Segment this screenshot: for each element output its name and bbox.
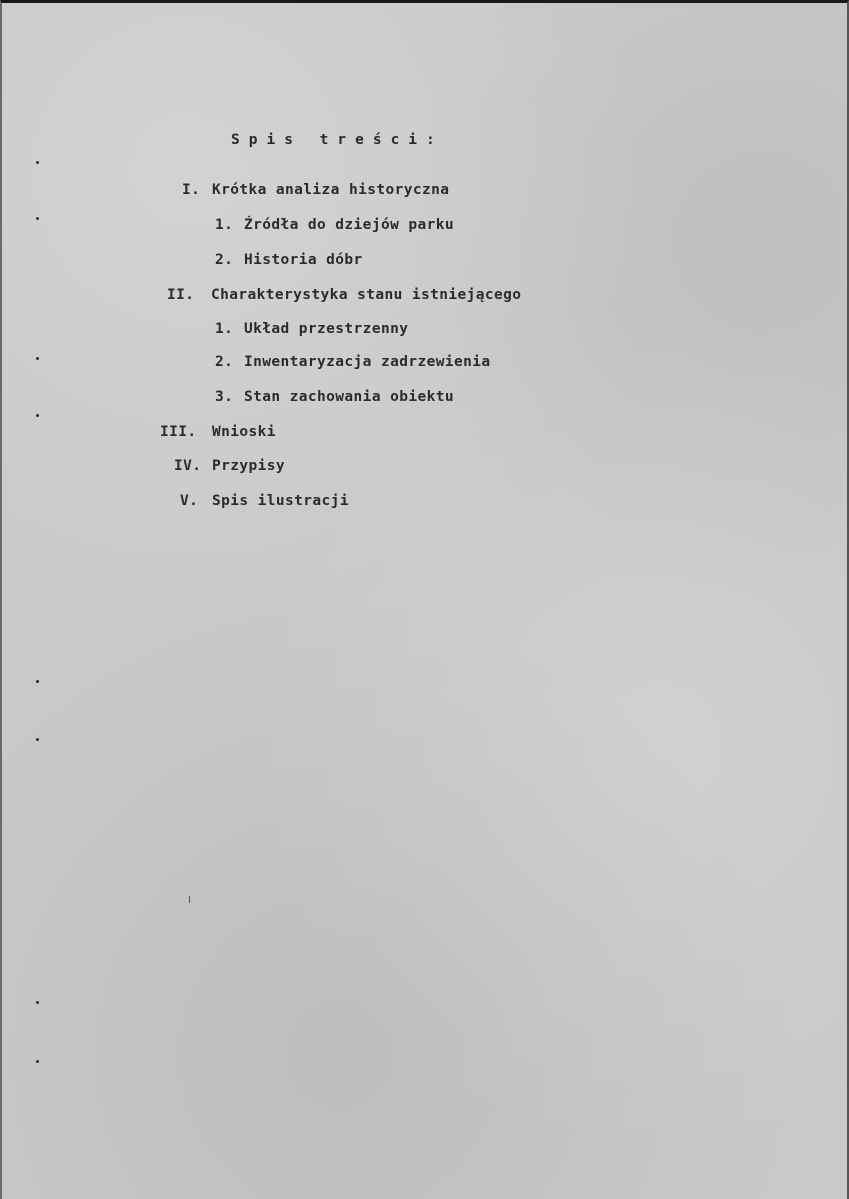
margin-dot — [36, 1060, 39, 1063]
toc-number: IV. — [174, 458, 202, 474]
toc-number: II. — [167, 287, 195, 303]
toc-entry — [167, 287, 521, 303]
toc-subentry — [215, 389, 454, 405]
toc-text: Stan zachowania obiektu — [244, 389, 454, 405]
toc-entry — [182, 182, 449, 198]
toc-text: Spis ilustracji — [212, 493, 349, 509]
toc-text: Przypisy — [212, 458, 286, 474]
margin-dot — [36, 217, 39, 220]
margin-dot — [36, 1001, 39, 1004]
toc-number: 3. — [215, 389, 234, 405]
toc-text: Krótka analiza historyczna — [212, 182, 450, 198]
margin-dot — [36, 738, 39, 741]
toc-entry — [160, 424, 276, 440]
toc-text: Historia dóbr — [244, 252, 363, 268]
toc-text: Inwentaryzacja zadrzewienia — [244, 354, 491, 370]
toc-number: V. — [180, 493, 199, 509]
toc-number: 2. — [215, 252, 234, 268]
toc-text: Układ przestrzenny — [244, 321, 409, 337]
toc-number: 1. — [215, 217, 234, 233]
toc-subentry — [215, 321, 408, 337]
toc-number: 1. — [215, 321, 234, 337]
toc-number: I. — [182, 182, 201, 198]
stray-mark — [189, 896, 190, 903]
toc-subentry — [215, 217, 454, 233]
margin-dot — [36, 414, 39, 417]
toc-number: 2. — [215, 354, 234, 370]
toc-subentry — [215, 354, 491, 370]
toc-entry — [180, 493, 349, 509]
toc-entry — [174, 458, 285, 474]
margin-dot — [36, 357, 39, 360]
margin-dot — [36, 680, 39, 683]
toc-text: Wnioski — [212, 424, 276, 440]
toc-text: Źródła do dziejów parku — [244, 217, 454, 233]
page-title: Spis treści: — [231, 132, 444, 148]
toc-subentry — [215, 252, 363, 268]
toc-number: III. — [160, 424, 197, 440]
margin-dot — [36, 161, 39, 164]
toc-text: Charakterystyka stanu istniejącego — [211, 287, 522, 303]
